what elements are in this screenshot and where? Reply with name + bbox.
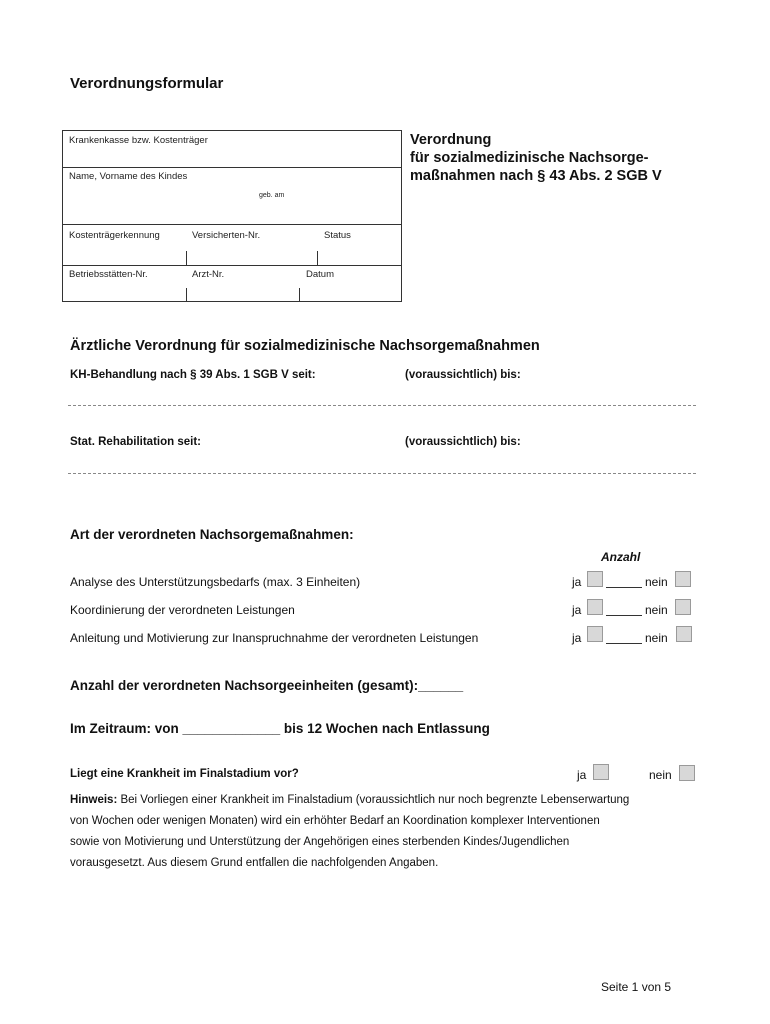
section-heading-measures: Art der verordneten Nachsorgemaßnahmen: — [70, 527, 354, 542]
yes-label: ja — [572, 631, 582, 645]
insurance-data-box — [62, 130, 402, 302]
field-separator — [186, 288, 187, 302]
anzahl-column-header: Anzahl — [601, 550, 641, 564]
measure-item-label: Koordinierung der verordneten Leistungen — [70, 603, 295, 617]
no-checkbox[interactable] — [675, 599, 691, 615]
section-heading-prescription: Ärztliche Verordnung für sozialmedizinische Nachsorgemaßnahmen — [70, 338, 540, 354]
count-blank[interactable] — [606, 615, 642, 616]
hint-label: Hinweis: — [70, 794, 118, 806]
birthdate-label: geb. am — [259, 192, 285, 199]
hospital-treatment-label: KH-Behandlung nach § 39 Abs. 1 SGB V seit: — [70, 369, 316, 381]
count-blank[interactable] — [606, 643, 642, 644]
arzt-nr-label: Arzt-Nr. — [192, 269, 225, 280]
box-divider — [63, 265, 401, 266]
hint-line: von Wochen oder wenigen Monaten) wird ein erhöhter Bedarf an Koordination komplexer Interventionen — [70, 815, 600, 827]
document-title: Verordnungsformular — [70, 75, 224, 92]
hint-paragraph — [70, 790, 629, 874]
yes-label: ja — [572, 603, 582, 617]
yes-checkbox[interactable] — [587, 626, 603, 642]
no-checkbox[interactable] — [675, 571, 691, 587]
count-blank[interactable] — [606, 587, 642, 588]
hint-line: vorausgesetzt. Aus diesem Grund entfallen die nachfolgenden Angaben. — [70, 857, 439, 869]
rehab-label: Stat. Rehabilitation seit: — [70, 436, 201, 448]
hint-line — [70, 790, 629, 811]
measure-item-label: Analyse des Unterstützungsbedarfs (max. 3 Einheiten) — [70, 575, 361, 589]
no-label: nein — [645, 631, 668, 645]
no-checkbox[interactable] — [676, 626, 692, 642]
form-heading-line: maßnahmen nach § 43 Abs. 2 SGB V — [410, 168, 662, 184]
hospital-date-line[interactable] — [68, 405, 696, 406]
child-name-label: Name, Vorname des Kindes — [69, 171, 188, 182]
form-heading-line: für sozialmedizinische Nachsorge- — [410, 150, 649, 166]
box-divider — [63, 167, 401, 168]
kasse-label: Krankenkasse bzw. Kostenträger — [69, 135, 208, 146]
yes-label: ja — [577, 768, 587, 782]
page-number: Seite 1 von 5 — [601, 980, 672, 994]
form-heading-line: Verordnung — [410, 132, 492, 148]
yes-label: ja — [572, 575, 582, 589]
rehab-date-line[interactable] — [68, 473, 696, 474]
measure-item-label: Anleitung und Motivierung zur Inanspruchnahme der verordneten Leistungen — [70, 631, 479, 645]
terminal-yes-checkbox[interactable] — [593, 764, 609, 780]
period-field[interactable]: Im Zeitraum: von _____________ bis 12 Wochen nach Entlassung — [70, 721, 490, 736]
yes-checkbox[interactable] — [587, 599, 603, 615]
total-units-field[interactable]: Anzahl der verordneten Nachsorgeeinheiten (gesamt):______ — [70, 678, 464, 693]
betriebsstaetten-label: Betriebsstätten-Nr. — [69, 269, 148, 280]
hint-line: sowie von Motivierung und Unterstützung der Angehörigen eines sterbenden Kindes/Jugendlichen — [70, 836, 570, 848]
no-label: nein — [649, 768, 672, 782]
no-label: nein — [645, 603, 668, 617]
hint-text: Bei Vorliegen einer Krankheit im Finalstadium (voraussichtlich nur noch begrenzte Lebenserwartung — [117, 794, 630, 806]
rehab-until-label: (voraussichtlich) bis: — [405, 436, 521, 448]
field-separator — [299, 288, 300, 302]
versicherten-nr-label: Versicherten-Nr. — [192, 230, 261, 241]
field-separator — [186, 251, 187, 265]
no-label: nein — [645, 575, 668, 589]
terminal-no-checkbox[interactable] — [679, 765, 695, 781]
hospital-until-label: (voraussichtlich) bis: — [405, 369, 521, 381]
datum-label: Datum — [306, 269, 334, 280]
status-label: Status — [324, 230, 351, 241]
kennung-label: Kostenträgerkennung — [69, 230, 160, 241]
form-heading — [410, 131, 662, 185]
field-separator — [317, 251, 318, 265]
yes-checkbox[interactable] — [587, 571, 603, 587]
box-divider — [63, 224, 401, 225]
terminal-illness-question: Liegt eine Krankheit im Finalstadium vor? — [70, 768, 299, 780]
